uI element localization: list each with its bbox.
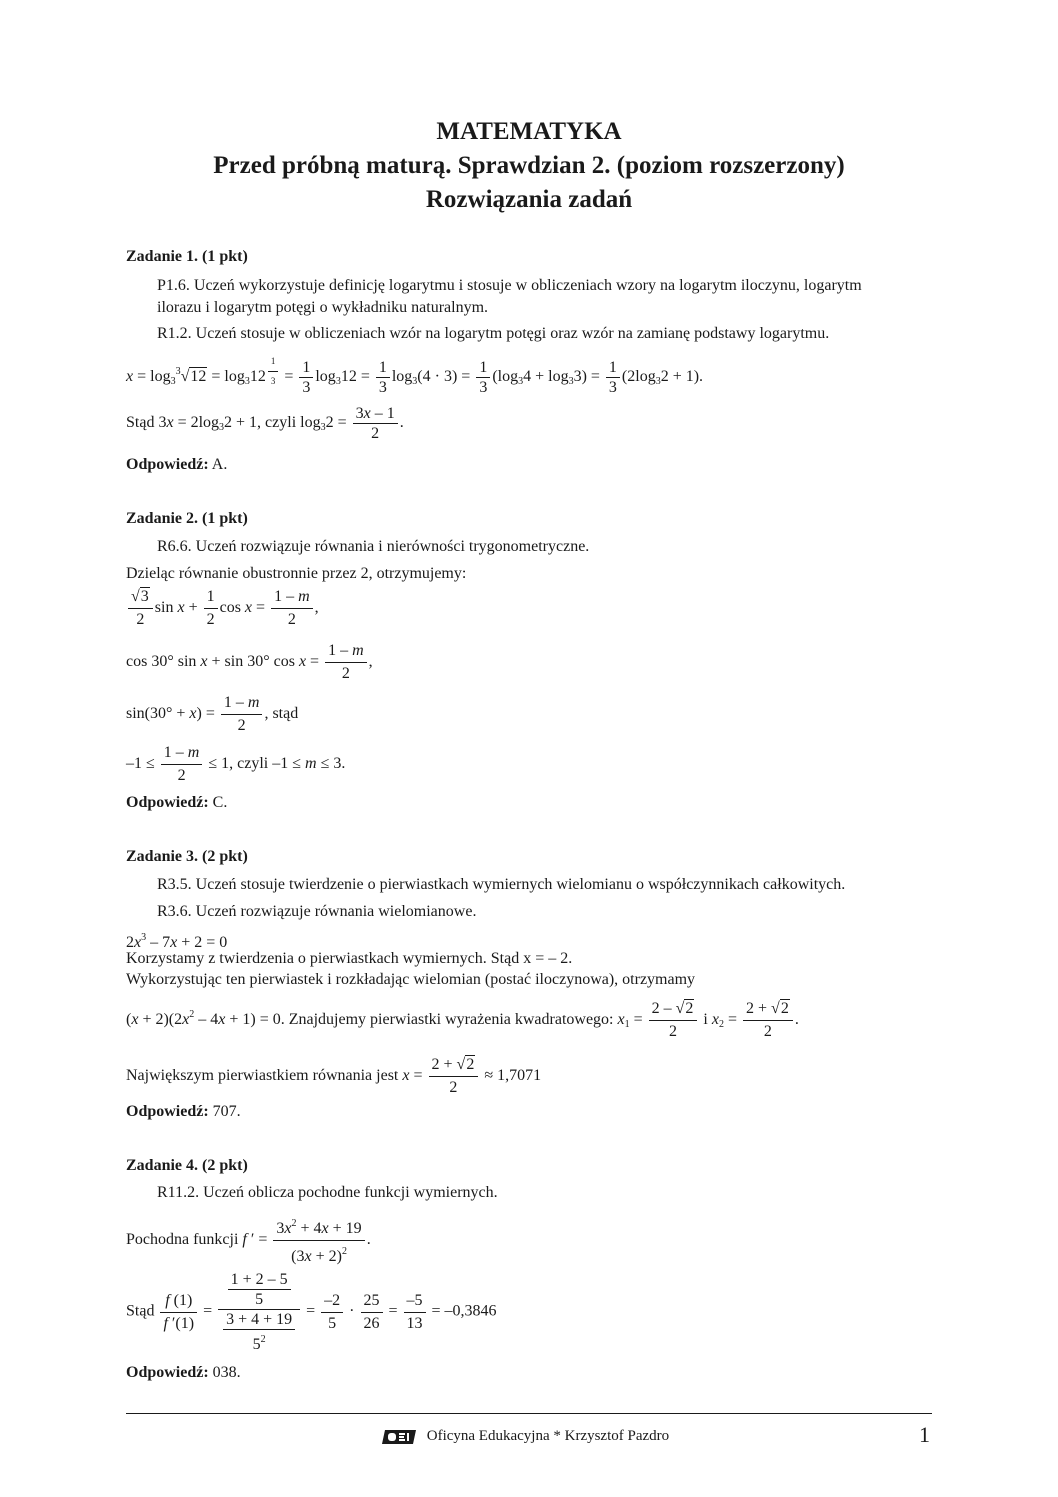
task-4-result: = –0,3846	[431, 1302, 497, 1320]
answer-value: 038.	[212, 1364, 241, 1381]
task-1-formula-2: Stąd $3x = 2\log_32 + 1$, czyli $\log_32$ = $\frac{3x - 1}{2}$ .	[126, 405, 404, 442]
task-4-formula-2: Stąd $\frac{f (1)}{f '(1)}$ = $\frac{\frac{1 + 2 - 5}{5}}{\frac{3 + 4 + 19}{5^2}}$ = $\frac{-2}{5}$ · $\frac{25}{26}$ = $\frac{-5}{13}$ = –0,3846	[126, 1271, 497, 1353]
task-3-text-1: Korzystamy z twierdzenia o pierwiastkach wymiernych. Stąd x = – 2.	[126, 950, 573, 967]
task-2-answer	[126, 793, 227, 813]
footer	[381, 1428, 669, 1445]
task-3-formula-1: $(x + 2)(2x^2 - 4x + 1) = 0$. Znajdujemy pierwiastki wyrażenia kwadratowego: $x_1$ = $\frac{2 - √2}{2}$ i $x_2$ = $\frac{2 + √2}{2}$ .	[126, 1000, 799, 1040]
task-3-requirement-1: R3.5. Uczeń stosuje twierdzenie o pierwiastkach wymiernych wielomianu o współczynnikach całkowitych.	[157, 876, 846, 893]
task-2-title: Zadanie 2. (1 pkt)	[126, 510, 248, 527]
task-2-text-1: Dzieląc równanie obustronnie przez 2, otrzymujemy:	[126, 565, 467, 582]
publisher-logo-icon	[381, 1429, 417, 1445]
task-3-equation: $2x^3 - 7x + 2 = 0$	[126, 932, 228, 951]
task-1-requirement-1: P1.6. Uczeń wykorzystuje definicję logarytmu i stosuje w obliczeniach wzory na logarytm iloczynu, logarytm	[157, 277, 862, 294]
answer-label: Odpowiedź:	[126, 794, 209, 811]
task-2-formula-2: cos 30° sin x + sin 30° cos x = $\frac{1 - m}{2}$ ,	[126, 642, 373, 682]
task-1-requirement-2: R1.2. Uczeń stosuje w obliczeniach wzór na logarytm potęgi oraz wzór na zamianę podstawy logarytmu.	[157, 325, 830, 342]
task-3-title: Zadanie 3. (2 pkt)	[126, 848, 248, 865]
answer-label: Odpowiedź:	[126, 1103, 209, 1120]
answer-label: Odpowiedź:	[126, 456, 209, 473]
title-subject: MATEMATYKA	[436, 118, 622, 145]
answer-value: A.	[211, 456, 228, 473]
title-solutions: Rozwiązania zadań	[425, 186, 633, 213]
task-1-title: Zadanie 1. (1 pkt)	[126, 248, 248, 265]
task-1-answer	[126, 455, 227, 475]
task-4-requirement-1: R11.2. Uczeń oblicza pochodne funkcji wymiernych.	[157, 1184, 498, 1201]
task-1-requirement-1-cont: ilorazu i logarytm potęgi o wykładniku naturalnym.	[157, 299, 489, 316]
title-test: Przed próbną maturą. Sprawdzian 2. (poziom rozszerzony)	[213, 152, 845, 179]
task-4-title: Zadanie 4. (2 pkt)	[126, 1157, 248, 1174]
footer-divider	[126, 1413, 932, 1414]
answer-value: 707.	[212, 1103, 241, 1120]
task-3-approx: ≈ 1,7071	[484, 1067, 542, 1085]
publisher-name: Oficyna Edukacyjna * Krzysztof Pazdro	[426, 1428, 670, 1444]
answer-label: Odpowiedź:	[126, 1364, 209, 1381]
task-3-requirement-2: R3.6. Uczeń rozwiązuje równania wielomianowe.	[157, 903, 477, 920]
task-2-requirement-1: R6.6. Uczeń rozwiązuje równania i nierówności trygonometryczne.	[157, 538, 590, 555]
task-3-formula-2: Największym pierwiastkiem równania jest x = $\frac{2 + √2}{2}$ ≈ 1,7071	[126, 1056, 542, 1096]
task-4-answer	[126, 1363, 241, 1383]
task-2-formula-4: –1 ≤ $\frac{1 - m}{2}$ ≤ 1, czyli –1 ≤ m ≤ 3.	[126, 744, 346, 784]
task-3-answer	[126, 1102, 241, 1122]
task-1-formula-1: $x = \log_3^3√12 = \log_312$ $^{\frac{1}{3}}$ = $\frac{1}{3}$ $\log_312$ = $\frac{1}{3}$ $\log_3(4 \cdot 3)$ = $\frac{1}{3}$ $(\log_34 + \log_33)$ = $\frac{1}{3}$ $(2\log_32 + 1)$.	[126, 352, 703, 397]
answer-value: C.	[212, 794, 228, 811]
page-number: 1	[919, 1422, 930, 1447]
task-2-formula-1: $\frac{√3}{2}$ sin x + $\frac{1}{2}$ cos x = $\frac{1 - m}{2}$ ,	[126, 586, 319, 631]
task-4-formula-1: Pochodna funkcji f ′ = $\frac{3x^2 + 4x + 19}{(3x + 2)^2}$ .	[126, 1213, 371, 1268]
task-3-text-2: Wykorzystując ten pierwiastek i rozkładając wielomian (postać iloczynowa), otrzymamy	[126, 971, 696, 988]
task-2-formula-3: sin(30° + x) = $\frac{1 - m}{2}$ , stąd	[126, 694, 299, 734]
